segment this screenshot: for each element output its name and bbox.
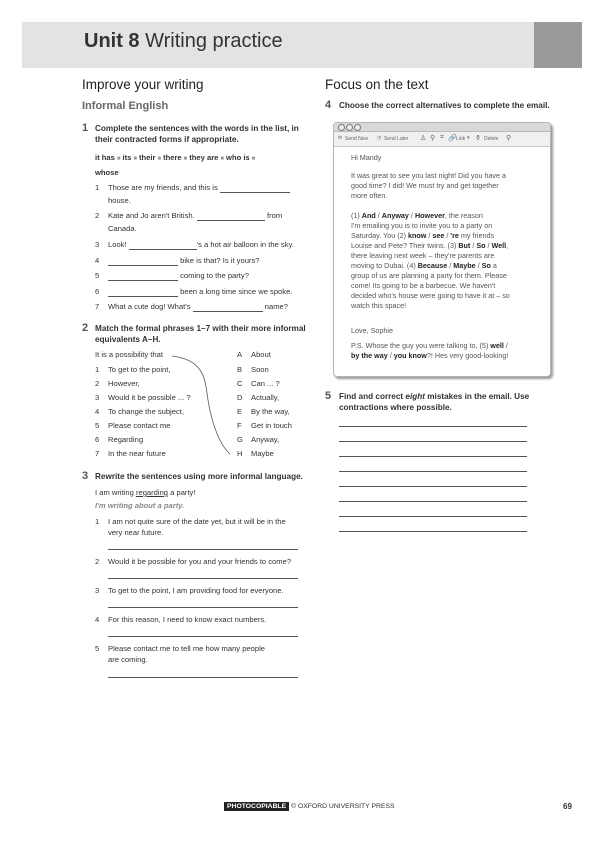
- left-heading: Improve your writing: [82, 77, 204, 92]
- minimize-dot-icon[interactable]: [346, 124, 353, 131]
- ex3-instruction: Rewrite the sentences using more informal language.: [95, 472, 303, 481]
- ex2-informal-D: D Actually,: [237, 393, 280, 402]
- email-paragraph-2: (1) And / Anyway / However, the reason I'm emailing you is to invite you to a party on Saturday. You (2) know / see / 're my friends Louise and Pete? Their twins. (3) But / So / Well, there leaving next week – they're parents are moving to Dubai. (4) Because / Maybe / So a group of us are planning a party for them. Please come! Its going to be a barbecue. We haven't decided who's house were going to have it at – so watch this space!: [351, 211, 510, 310]
- ex2-informal-B: B Soon: [237, 365, 269, 374]
- ex3-answer-line-3[interactable]: [108, 607, 298, 608]
- ex2-informal-F: F Get in touch: [237, 421, 292, 430]
- footer-credit: PHOTOCOPIABLE © OXFORD UNIVERSITY PRESS: [224, 803, 395, 810]
- ex2-formal-6: 6 Regarding: [95, 435, 144, 444]
- ex3-answer-line-1[interactable]: [108, 549, 298, 550]
- ex1-number: 1: [82, 122, 89, 134]
- zoom-dot-icon[interactable]: [354, 124, 361, 131]
- right-heading: Focus on the text: [325, 77, 429, 92]
- send-later-button[interactable]: Send Later: [384, 136, 409, 142]
- ex2-formal-3: 3 Would it be possible ... ?: [95, 393, 191, 402]
- ex3-answer-line-2[interactable]: [108, 578, 298, 579]
- delete-button[interactable]: Delete: [484, 136, 499, 142]
- photocopiable-badge: PHOTOCOPIABLE: [224, 802, 289, 811]
- ex3-answer-line-5[interactable]: [108, 677, 298, 678]
- send-now-button[interactable]: Send Now: [345, 136, 369, 142]
- ex2-informal-E: E By the way,: [237, 407, 290, 416]
- email-titlebar: [334, 123, 550, 132]
- ex2-informal-A: A About: [237, 350, 271, 359]
- ex3-number: 3: [82, 470, 89, 482]
- page-number: 69: [563, 802, 572, 811]
- tree-icon[interactable]: ⚲: [430, 135, 436, 142]
- ex3-example: I am writing regarding a party!: [95, 488, 196, 497]
- ex5-answer-line-6[interactable]: [339, 501, 527, 502]
- ex2-formal-2: 2 However,: [95, 379, 140, 388]
- email-greeting: Hi Mandy: [351, 153, 382, 162]
- ex2-formal-4: 4 To change the subject,: [95, 407, 184, 416]
- ex2-informal-H: H Maybe: [237, 449, 274, 458]
- ex2-number: 2: [82, 322, 89, 334]
- ex2-formal-5: 5 Please contact me: [95, 421, 171, 430]
- ex3-answer-line-4[interactable]: [108, 636, 298, 637]
- ex5-answer-line-8[interactable]: [339, 531, 527, 532]
- link-icon: 🔗: [448, 135, 457, 142]
- trash-icon: ⚱: [475, 135, 481, 142]
- person-icon[interactable]: ♙: [420, 135, 427, 142]
- ex2-informal-C: C Can ... ?: [237, 379, 280, 388]
- ex5-instruction: Find and correct eight mistakes in the email. Use contractions where possible.: [339, 392, 530, 412]
- ex5-answer-line-2[interactable]: [339, 441, 527, 442]
- ex5-answer-line-7[interactable]: [339, 516, 527, 517]
- dropdown-arrow-icon[interactable]: ▾: [467, 135, 470, 141]
- email-paragraph-1: It was great to see you last night! Did you have a good time? I did! We must try and get together more often.: [351, 171, 507, 200]
- ex3-example-answer: I'm writing about a party.: [95, 501, 185, 510]
- ex1-word-box: it has ■ its ■ their ■ there ■ they are ■ who is ■ whose: [95, 153, 256, 177]
- ex1-instruction: Complete the sentences with the words in the list, in their contracted forms if appropriate.: [95, 124, 299, 144]
- ex4-instruction: Choose the correct alternatives to complete the email.: [339, 101, 550, 110]
- ex5-answer-line-3[interactable]: [339, 456, 527, 457]
- ex5-answer-line-5[interactable]: [339, 486, 527, 487]
- ex2-formal-1: 1 To get to the point,: [95, 365, 171, 374]
- clock-icon: ◷: [377, 135, 382, 141]
- ex2-formal-7: 7 In the near future: [95, 449, 166, 458]
- ex5-answer-line-4[interactable]: [339, 471, 527, 472]
- email-toolbar: [334, 132, 550, 147]
- page-title: Unit 8 Writing practice: [84, 30, 283, 52]
- ex4-number: 4: [325, 99, 332, 111]
- left-subheading: Informal English: [82, 100, 169, 112]
- format-icon[interactable]: ⌗: [440, 134, 444, 141]
- paperclip-icon[interactable]: ⚲: [506, 135, 512, 142]
- link-button[interactable]: Link: [456, 136, 466, 142]
- send-icon: ✉: [338, 135, 343, 141]
- close-dot-icon[interactable]: [338, 124, 345, 131]
- ex5-number: 5: [325, 390, 332, 402]
- ex5-answer-line-1[interactable]: [339, 426, 527, 427]
- ex2-informal-G: G Anyway,: [237, 435, 280, 444]
- ex2-formal-example: It is a possibility that: [95, 350, 163, 359]
- email-signoff: Love, Sophie: [351, 326, 393, 335]
- email-ps: P.S. Whose the guy you were talking to, (5) well / by the way / you know?! Hes very good-looking!: [351, 341, 509, 360]
- ex2-instruction: Match the formal phrases 1–7 with their more informal equivalents A–H.: [95, 324, 306, 344]
